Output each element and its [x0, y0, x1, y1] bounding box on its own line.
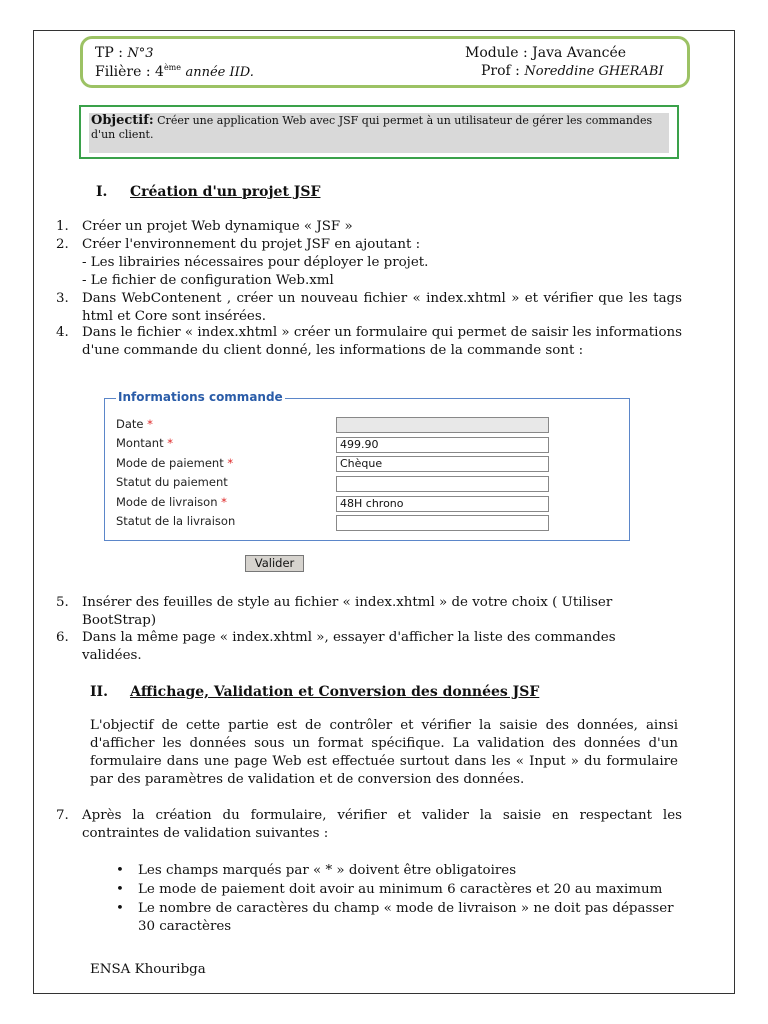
section-2-heading: II. Affichage, Validation et Conversion des données JSF [90, 684, 540, 700]
step-2b: - Le fichier de configuration Web.xml [82, 273, 334, 288]
objective-box [79, 105, 679, 159]
header-box [80, 36, 690, 88]
date-input[interactable] [336, 417, 549, 433]
paiement-input[interactable]: Chèque [336, 456, 549, 472]
paiement-label: Mode de paiement * [116, 456, 234, 470]
statut-paiement-label: Statut du paiement [116, 475, 228, 489]
module-line: Module : Java Avancée [465, 45, 627, 61]
montant-input[interactable]: 499.90 [336, 437, 549, 453]
order-form-legend: Informations commande [118, 390, 283, 404]
livraison-label: Mode de livraison * [116, 495, 227, 509]
livraison-input[interactable]: 48H chrono [336, 496, 549, 512]
objective-text: Objectif: Créer une application Web avec JSF qui permet à un utilisateur de gérer les commandes d'un client. [89, 113, 669, 153]
section-1-heading: I. Création d'un projet JSF [96, 184, 321, 200]
prof-line: Prof : Noreddine GHERABI [481, 63, 664, 79]
validate-button[interactable]: Valider [245, 555, 304, 572]
tp-line: TP : N°3 [95, 45, 154, 61]
date-label: Date * [116, 417, 153, 431]
footer-school: ENSA Khouribga [90, 962, 206, 977]
statut-paiement-input[interactable] [336, 476, 549, 492]
statut-livraison-label: Statut de la livraison [116, 514, 236, 528]
montant-label: Montant * [116, 436, 174, 450]
section-2-paragraph: L'objectif de cette partie est de contrôler et vérifier la saisie des données, ainsi d'afficher les données sous un format spécifique. La validation des données d'un formulaire dans une page Web est effectuée surtout dans les « Input » du formulaire par des paramètres de validation et de conversion des données. [90, 718, 678, 787]
statut-livraison-input[interactable] [336, 515, 549, 531]
step-2a: - Les librairies nécessaires pour déployer le projet. [82, 255, 429, 270]
filiere-line: Filière : 4ème année IID. [95, 63, 254, 80]
